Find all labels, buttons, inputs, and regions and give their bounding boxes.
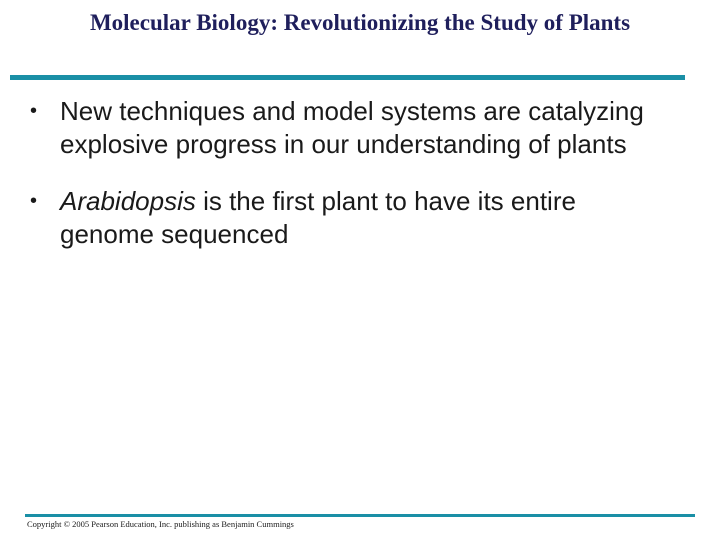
slide-title: Molecular Biology: Revolutionizing the Study of Plants [89, 10, 631, 35]
bullet-text-fragment: is the first plant to have its entire [195, 186, 576, 216]
bullet-icon: • [30, 190, 38, 212]
bullet-text-line: genome sequenced [60, 219, 289, 249]
footer-divider [25, 514, 695, 517]
bullet-item [30, 185, 700, 251]
species-name: Arabidopsis [60, 186, 196, 216]
bullet-icon: • [30, 100, 38, 122]
bullet-text-line: explosive progress in our understanding of plants [60, 129, 627, 159]
bullet-text-line: New techniques and model systems are catalyzing [60, 96, 644, 126]
bullet-text-line [60, 185, 700, 218]
bullet-item [30, 95, 700, 161]
bullet-list [30, 95, 700, 275]
copyright-notice: Copyright © 2005 Pearson Education, Inc. publishing as Benjamin Cummings [27, 519, 294, 529]
title-divider [10, 75, 685, 80]
